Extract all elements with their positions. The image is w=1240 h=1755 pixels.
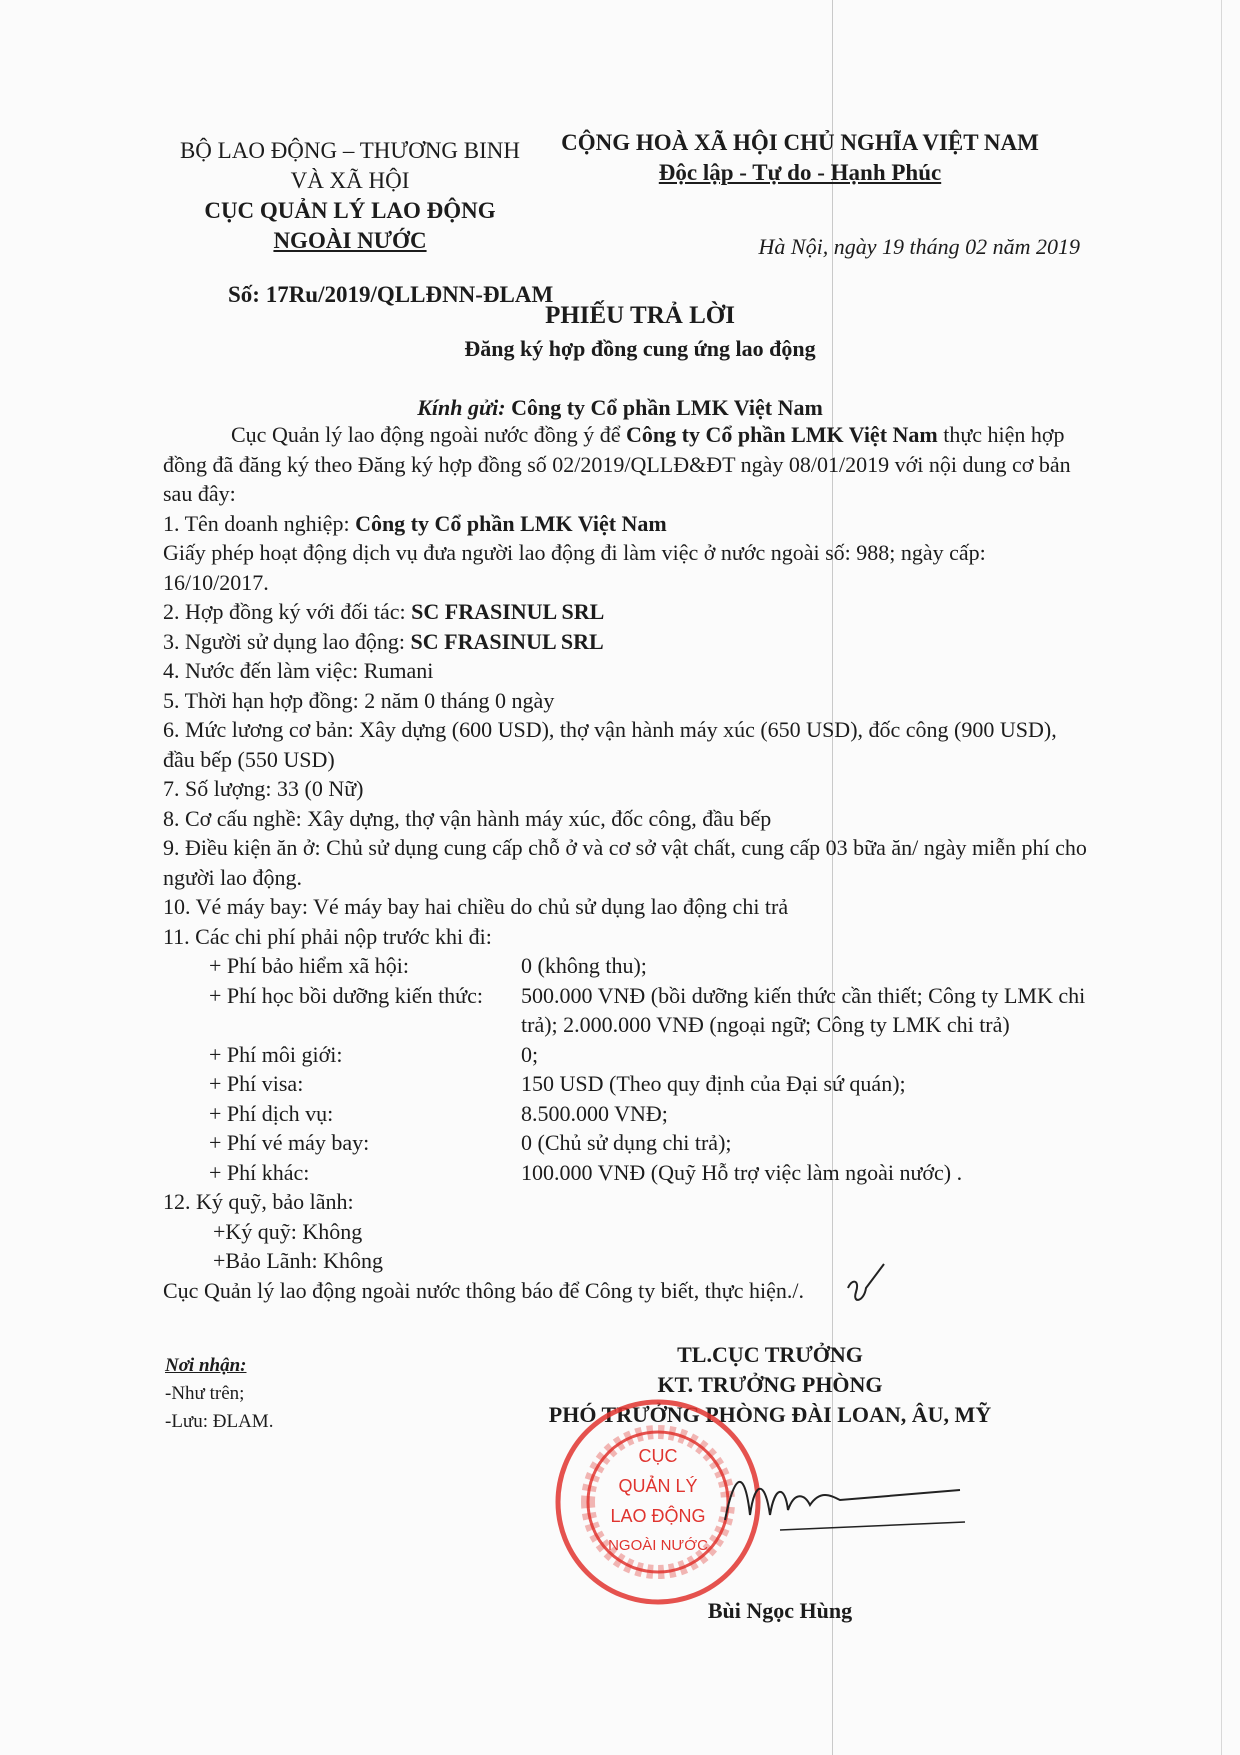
recipient-name: Công ty Cổ phần LMK Việt Nam — [511, 395, 823, 420]
fee-row — [163, 981, 1093, 1040]
fee-label: + Phí dịch vụ: — [209, 1100, 334, 1126]
document-subtitle: Đăng ký hợp đồng cung ứng lao động — [464, 336, 816, 361]
item-1-value: Công ty Cổ phần LMK Việt Nam — [355, 510, 667, 536]
item-3-value: SC FRASINUL SRL — [410, 628, 604, 654]
item-4: 4. Nước đến làm việc: Rumani — [163, 658, 434, 683]
fee-value: 0 (Chủ sử dụng chi trả); — [521, 1130, 732, 1155]
fee-value: 150 USD (Theo quy định của Đại sứ quán); — [521, 1071, 906, 1096]
fee-row — [163, 1040, 1093, 1070]
fee-label: + Phí môi giới: — [209, 1041, 343, 1067]
issuing-agency — [150, 136, 550, 256]
recipients-item: -Lưu: ĐLAM. — [165, 1411, 274, 1432]
item-6: 6. Mức lương cơ bản: Xây dựng (600 USD), thợ vận hành máy xúc (650 USD), đốc công (900 USD), đầu bếp (550 USD) — [163, 717, 1057, 772]
agency-ministry-line2: VÀ XÃ HỘI — [290, 168, 410, 193]
signer-name: Bùi Ngọc Hùng — [707, 1598, 853, 1623]
initial-mark — [840, 1258, 900, 1318]
fee-value: 0 (không thu); — [521, 953, 647, 978]
recipient-label: Kính gửi: — [417, 395, 506, 420]
agency-ministry-line1: BỘ LAO ĐỘNG – THƯƠNG BINH — [179, 138, 521, 163]
item-9: 9. Điều kiện ăn ở: Chủ sử dụng cung cấp chỗ ở và cơ sở vật chất, cung cấp 03 bữa ăn/ ngày miễn phí cho người lao động. — [163, 835, 1087, 890]
intro-text-c: thực hiện hợp đồng đã đăng ký theo Đăng ký hợp đồng số 02/2019/QLLĐ&ĐT ngày 08/01/2019 với nội dung cơ bản sau đây: — [163, 422, 1071, 506]
item-2-label: 2. Hợp đồng ký với đối tác: — [163, 599, 412, 624]
fee-value: 0; — [521, 1041, 539, 1067]
stamp-text-1: CỤC — [638, 1446, 678, 1466]
item-1 — [163, 509, 1093, 539]
fee-label: + Phí khác: — [209, 1159, 310, 1185]
fee-label: + Phí bảo hiểm xã hội: — [209, 953, 409, 978]
item-1-license: Giấy phép hoạt động dịch vụ đưa người lao động đi làm việc ở nước ngoài số: 988; ngày cấp: 16/10/2017. — [163, 540, 986, 595]
signature-line3: PHÓ TRƯỞNG PHÒNG ĐÀI LOAN, ÂU, MỸ — [548, 1402, 992, 1427]
stamp-text-2: QUẢN LÝ — [618, 1476, 698, 1496]
intro-paragraph — [163, 420, 1093, 509]
item-8: 8. Cơ cấu nghề: Xây dựng, thợ vận hành máy xúc, đốc công, đầu bếp — [163, 805, 772, 831]
stamp-text-3: LAO ĐỘNG — [610, 1506, 706, 1526]
national-header — [540, 128, 1060, 188]
item-5: 5. Thời hạn hợp đồng: 2 năm 0 tháng 0 ngày — [163, 687, 555, 713]
fee-value: 8.500.000 VNĐ; — [521, 1100, 668, 1126]
fee-value: 100.000 VNĐ (Quỹ Hỗ trợ việc làm ngoài nước) . — [521, 1159, 963, 1185]
item-7: 7. Số lượng: 33 (0 Nữ) — [163, 776, 364, 801]
issue-date: Hà Nội, ngày 19 tháng 02 năm 2019 — [758, 234, 1080, 259]
closing-notice: Cục Quản lý lao động ngoài nước thông báo để Công ty biết, thực hiện./. — [163, 1277, 804, 1303]
item-2-value: SC FRASINUL SRL — [411, 599, 605, 624]
item-3 — [163, 627, 1093, 657]
handwritten-signature — [720, 1460, 970, 1540]
page-edge — [1221, 0, 1222, 1755]
item-3-label: 3. Người sử dụng lao động: — [163, 628, 411, 654]
recipient-line — [0, 395, 1240, 421]
recipients-list — [165, 1352, 273, 1436]
signature-line1: TL.CỤC TRƯỞNG — [677, 1342, 863, 1367]
item-2 — [163, 597, 1093, 627]
agency-department-line2: NGOÀI NƯỚC — [273, 228, 427, 253]
recipients-title: Nơi nhận: — [165, 1355, 247, 1376]
agency-department-line1: CỤC QUẢN LÝ LAO ĐỘNG — [204, 198, 496, 223]
item-1-label: 1. Tên doanh nghiệp: — [163, 510, 356, 536]
fee-row — [163, 1099, 1093, 1129]
fee-row — [163, 1128, 1093, 1158]
fee-label: + Phí visa: — [209, 1071, 304, 1096]
deposit-line: +Ký quỹ: Không — [213, 1218, 363, 1244]
national-motto: Độc lập - Tự do - Hạnh Phúc — [658, 160, 942, 185]
fee-row — [163, 951, 1093, 981]
intro-text-a: Cục Quản lý lao động ngoài nước đồng ý để — [231, 422, 627, 447]
guarantee-line: +Bảo Lãnh: Không — [213, 1248, 384, 1273]
fee-label: + Phí vé máy bay: — [209, 1130, 370, 1155]
document-body — [163, 420, 1093, 1305]
item-12: 12. Ký quỹ, bảo lãnh: — [163, 1189, 354, 1214]
fee-label: + Phí học bồi dưỡng kiến thức: — [209, 982, 483, 1008]
fee-row — [163, 1158, 1093, 1188]
recipients-item: -Như trên; — [165, 1383, 245, 1404]
stamp-text-4: NGOÀI NƯỚC — [608, 1537, 708, 1554]
item-10: 10. Vé máy bay: Vé máy bay hai chiều do chủ sử dụng lao động chi trả — [163, 894, 789, 919]
document-number: Số: 17Ru/2019/QLLĐNN-ĐLAM — [228, 282, 554, 307]
fee-value: 500.000 VNĐ (bồi dưỡng kiến thức cần thiết; Công ty LMK chi trả); 2.000.000 VNĐ (ngoại ngữ; Công ty LMK chi trả) — [521, 982, 1086, 1037]
intro-company: Công ty Cổ phần LMK Việt Nam — [626, 422, 938, 447]
document-title: PHIẾU TRẢ LỜI — [545, 302, 735, 329]
national-title: CỘNG HOÀ XÃ HỘI CHỦ NGHĨA VIỆT NAM — [561, 130, 1039, 155]
item-11: 11. Các chi phí phải nộp trước khi đi: — [163, 923, 492, 949]
fee-row — [163, 1069, 1093, 1099]
signature-line2: KT. TRƯỞNG PHÒNG — [657, 1372, 883, 1397]
